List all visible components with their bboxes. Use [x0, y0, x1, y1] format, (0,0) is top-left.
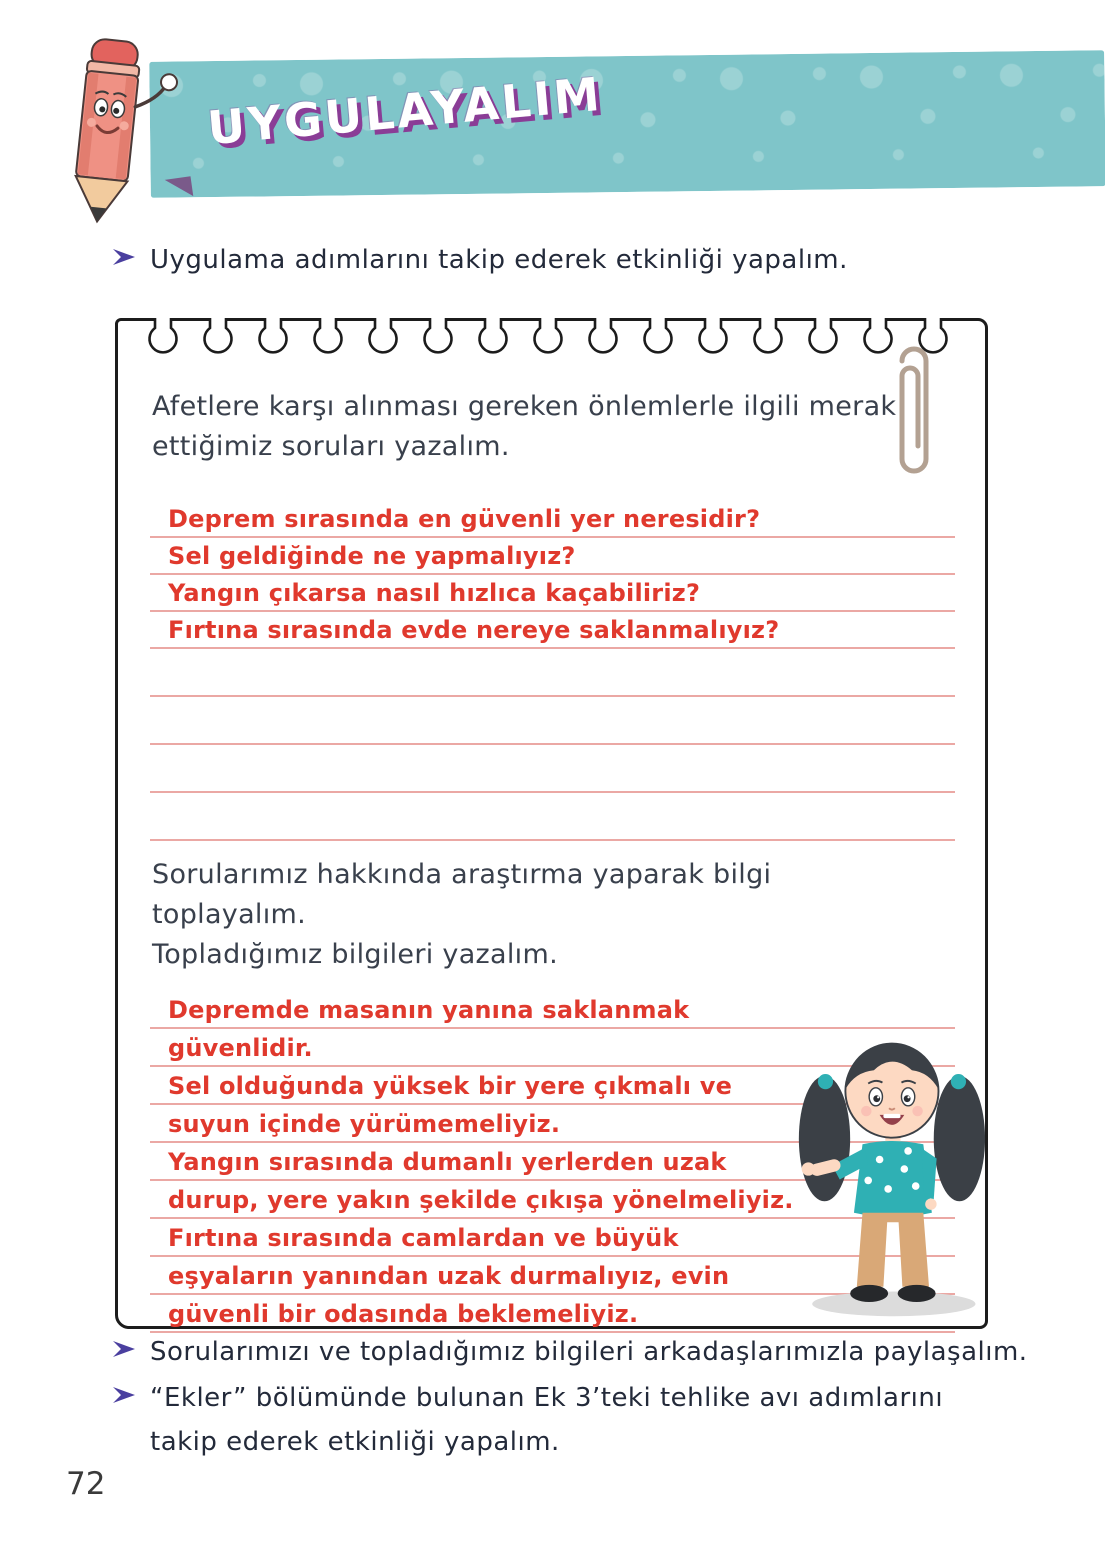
writing-line — [150, 575, 955, 612]
writing-line — [150, 501, 955, 538]
writing-line-empty — [150, 697, 955, 745]
intro-instruction — [112, 238, 1072, 282]
arrow-bullet-icon — [112, 1385, 136, 1405]
worksheet-prompt-2-line-2: Topladığımız bilgileri yazalım. — [152, 939, 558, 970]
answer-3: Yangın sırasında dumanlı yerlerden uzak durup, yere yakın şekilde çıkışa yönelmeliyiz. — [168, 1148, 794, 1214]
worksheet-paper — [115, 318, 988, 1329]
paperclip-icon — [888, 331, 940, 493]
footer-instruction-1-text: Sorularımızı ve topladığımız bilgileri arkadaşlarımızla paylaşalım. — [150, 1337, 1028, 1367]
answer-2: Sel olduğunda yüksek bir yere çıkmalı ve suyun içinde yürümemeliyiz. — [168, 1072, 733, 1138]
writing-line — [150, 612, 955, 649]
answer-4: Fırtına sırasında camlardan ve büyük eşyaların yanından uzak durmalıyız, evin güvenli bir odasında beklemeliyiz. — [168, 1224, 730, 1328]
writing-line-empty — [150, 649, 955, 697]
page-number: 72 — [66, 1466, 106, 1502]
intro-instruction-text: Uygulama adımlarını takip ederek etkinliği yapalım. — [150, 245, 848, 275]
question-1: Deprem sırasında en güvenli yer neresidir? — [168, 505, 761, 533]
question-4: Fırtına sırasında evde nereye saklanmalıyız? — [168, 616, 780, 644]
worksheet-prompt-2 — [152, 855, 925, 975]
girl-illustration — [796, 1009, 986, 1329]
arrow-bullet-icon — [112, 1339, 136, 1359]
footer-instruction-2-text: “Ekler” bölümünde bulunan Ek 3’teki tehlike avı adımlarını takip ederek etkinliği yapalım. — [150, 1383, 944, 1457]
question-2: Sel geldiğinde ne yapmalıyız? — [168, 542, 576, 570]
spiral-holes-decoration — [118, 318, 985, 362]
pencil-mascot-icon — [42, 32, 182, 232]
answer-1: Depremde masanın yanına saklanmak güvenlidir. — [168, 996, 690, 1062]
writing-line-empty — [150, 745, 955, 793]
writing-line-empty — [150, 793, 955, 841]
footer-instruction-1 — [112, 1330, 1082, 1374]
worksheet-prompt-2-line-1: Sorularımız hakkında araştırma yaparak bilgi toplayalım. — [152, 859, 772, 930]
question-3: Yangın çıkarsa nasıl hızlıca kaçabiliriz? — [168, 579, 701, 607]
page-title: UYGULAYALIM — [205, 66, 605, 156]
footer-instruction-2 — [112, 1376, 1012, 1464]
questions-writing-area — [150, 501, 955, 841]
arrow-bullet-icon — [112, 247, 136, 267]
worksheet-prompt-1: Afetlere karşı alınması gereken önlemlerle ilgili merak ettiğimiz soruları yazalım. — [152, 391, 897, 462]
writing-line — [150, 538, 955, 575]
